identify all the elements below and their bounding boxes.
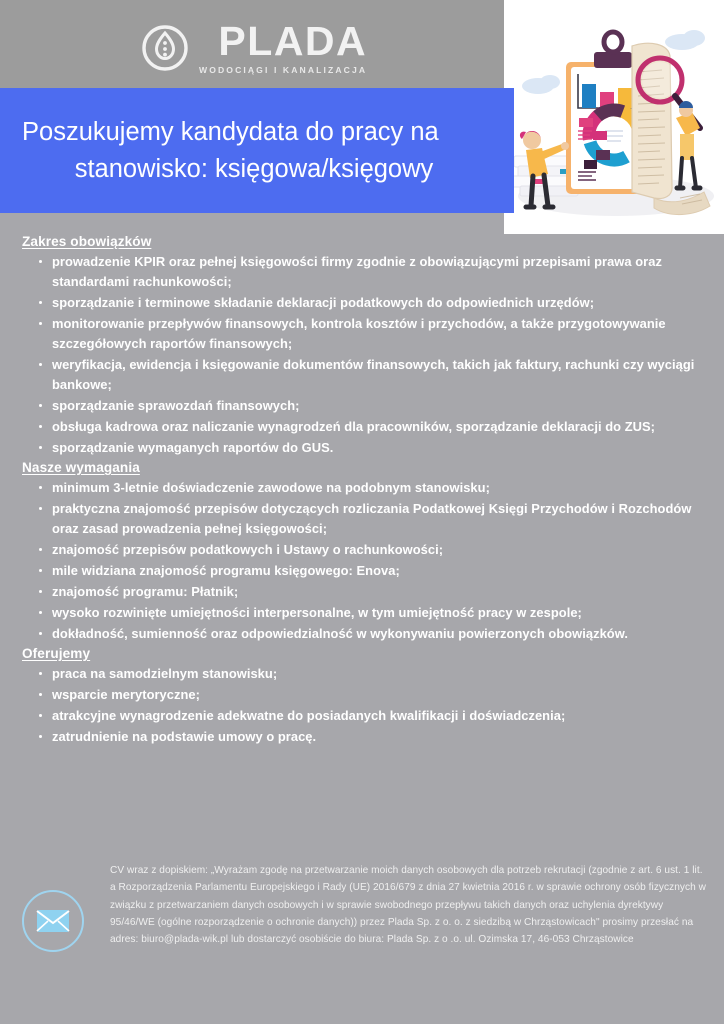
content-area	[0, 234, 724, 749]
list-item: obsługa kadrowa oraz naliczanie wynagrodzeń dla pracowników, sporządzanie deklaracji do ZUS;	[38, 417, 708, 437]
section-heading: Oferujemy	[22, 646, 91, 661]
list-item: sporządzanie i terminowe składanie deklaracji podatkowych do odpowiednich urzędów;	[38, 293, 708, 313]
list-item: praca na samodzielnym stanowisku;	[38, 664, 708, 684]
section-responsibilities	[0, 234, 724, 458]
list-item: wsparcie merytoryczne;	[38, 685, 708, 705]
list-item: znajomość programu: Płatnik;	[38, 582, 708, 602]
headline-line-2: stanowisko: księgowa/księgowy	[74, 154, 434, 183]
gdpr-consent-text: CV wraz z dopiskiem: „Wyrażam zgodę na przetwarzanie moich danych osobowych dla potrzeb rekrutacji (zgodnie z art. 6 ust. 1 lit. a Rozporządzenia Parlamentu Europejskiego i Rady (UE) 2016/679 z dnia 27 kwietnia 2016 r. w sprawie ochrony osób fizycznych w związku z przetwarzaniem danych osobowych i w sprawie swobodnego przepływu takich danych oraz uchylenia dyrektywy 95/46/WE (ogólne rozporządzenie o ochronie danych)) przez Plada Sp. z o. o. z siedzibą w Chrząstowicach" prosimy przesłać na adres: biuro@plada-wik.pl lub dostarczyć osobiście do biura: Plada Sp. z o .o. ul. Ozimska 17, 46-053 Chrząstowice	[110, 865, 706, 946]
responsibilities-list	[22, 252, 708, 458]
section-heading: Nasze wymagania	[22, 460, 140, 475]
footer-gdpr-block	[0, 862, 724, 949]
list-item: znajomość przepisów podatkowych i Ustawy o rachunkowości;	[38, 540, 708, 560]
list-item: prowadzenie KPIR oraz pełnej księgowości firmy zgodnie z obowiązującymi przepisami prawa oraz standardami rachunkowości;	[38, 252, 708, 292]
financial-audit-illustration	[504, 0, 724, 234]
section-requirements	[0, 460, 724, 644]
water-droplet-circle-icon	[142, 25, 188, 71]
list-item: dokładność, sumienność oraz odpowiedzialność w wykonywaniu powierzonych obowiązków.	[38, 624, 708, 644]
list-item: monitorowanie przepływów finansowych, kontrola kosztów i przychodów, a także przygotowywanie szczegółowych raportów finansowych;	[38, 314, 708, 354]
offer-list	[22, 664, 708, 747]
list-item: atrakcyjne wynagrodzenie adekwatne do posiadanych kwalifikacji i doświadczenia;	[38, 706, 708, 726]
list-item: zatrudnienie na podstawie umowy o pracę.	[38, 727, 708, 747]
list-item: sporządzanie sprawozdań finansowych;	[38, 396, 708, 416]
list-item: minimum 3-letnie doświadczenie zawodowe na podobnym stanowisku;	[38, 478, 708, 498]
list-item: sporządzanie wymaganych raportów do GUS.	[38, 438, 708, 458]
logo-wordmark: PLADA	[218, 18, 368, 64]
envelope-icon	[22, 890, 84, 952]
section-heading: Zakres obowiązków	[22, 234, 152, 249]
list-item: praktyczna znajomość przepisów dotyczących rozliczania Podatkowej Księgi Przychodów i Rozchodów oraz zasad prowadzenia pełnej księgowości;	[38, 499, 708, 539]
headline-banner	[0, 88, 514, 213]
list-item: mile widziana znajomość programu księgowego: Enova;	[38, 561, 708, 581]
list-item: weryfikacja, ewidencja i księgowanie dokumentów finansowych, takich jak faktury, rachunki czy wyciągi bankowe;	[38, 355, 708, 395]
headline-line-1: Poszukujemy kandydata do pracy na	[22, 118, 439, 147]
logo-tagline: WODOCIĄGI I KANALIZACJA	[199, 64, 368, 75]
logo-text-block	[199, 18, 368, 75]
list-item: wysoko rozwinięte umiejętności interpersonalne, w tym umiejętność pracy w zespole;	[38, 603, 708, 623]
requirements-list	[22, 478, 708, 644]
company-logo	[142, 18, 368, 75]
section-offer	[0, 646, 724, 747]
